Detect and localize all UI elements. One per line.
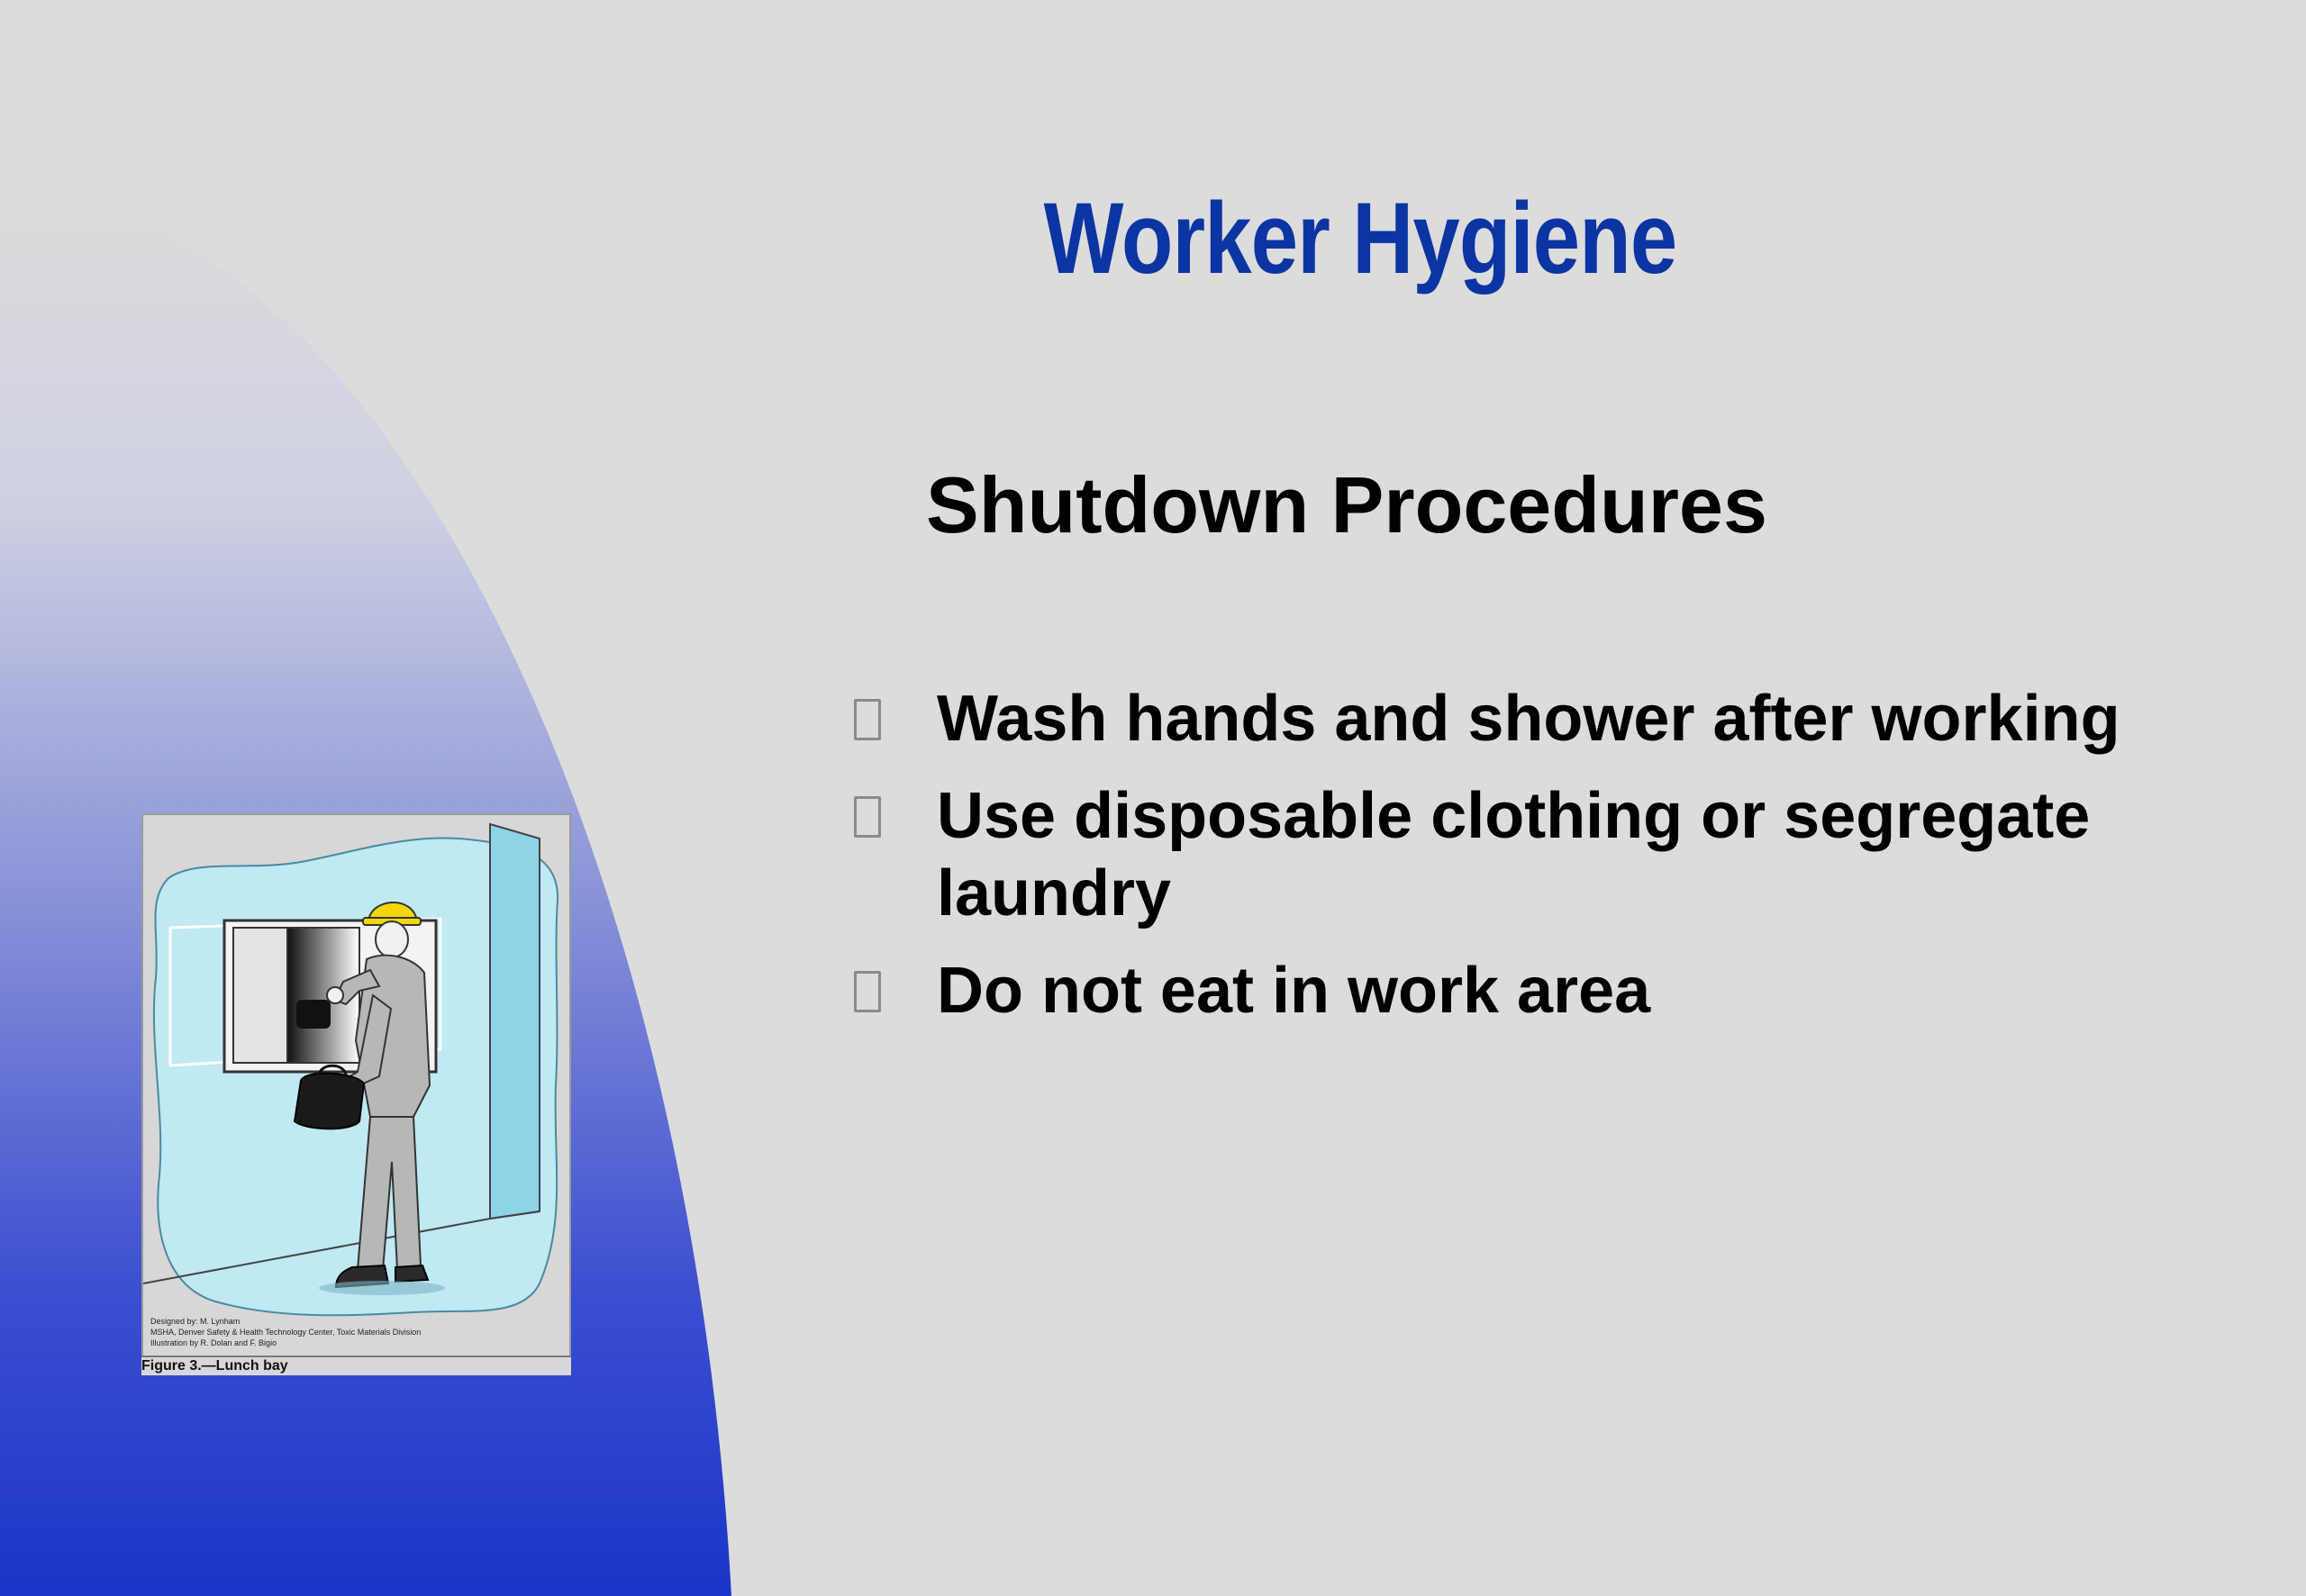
slide-title: Worker Hygiene bbox=[1043, 182, 1677, 295]
bullet-text: Wash hands and shower after working bbox=[937, 683, 2120, 755]
credit-line: Designed by: M. Lynham bbox=[150, 1317, 241, 1326]
bullet-item bbox=[847, 680, 2288, 757]
worker-at-locker-drawing bbox=[143, 815, 569, 1356]
bullet-item bbox=[847, 777, 2288, 932]
bullet-item bbox=[847, 952, 2288, 1029]
credit-line: MSHA, Denver Safety & Health Technology Center, Toxic Materials Division bbox=[150, 1328, 422, 1337]
bullet-text: Use disposable clothing or segregate laundry bbox=[937, 780, 2091, 929]
credit-line: Illustration by R. Dolan and F. Bigio bbox=[150, 1338, 277, 1347]
bullet-box-icon bbox=[854, 699, 881, 740]
slide-subtitle: Shutdown Procedures bbox=[926, 460, 1767, 549]
bullet-list bbox=[847, 680, 2288, 1049]
lunch-bay-illustration bbox=[141, 813, 571, 1374]
bullet-box-icon bbox=[854, 971, 881, 1012]
bullet-box-icon bbox=[854, 796, 881, 838]
bullet-text: Do not eat in work area bbox=[937, 955, 1651, 1027]
figure-caption: Figure 3.—Lunch bay bbox=[141, 1356, 571, 1375]
